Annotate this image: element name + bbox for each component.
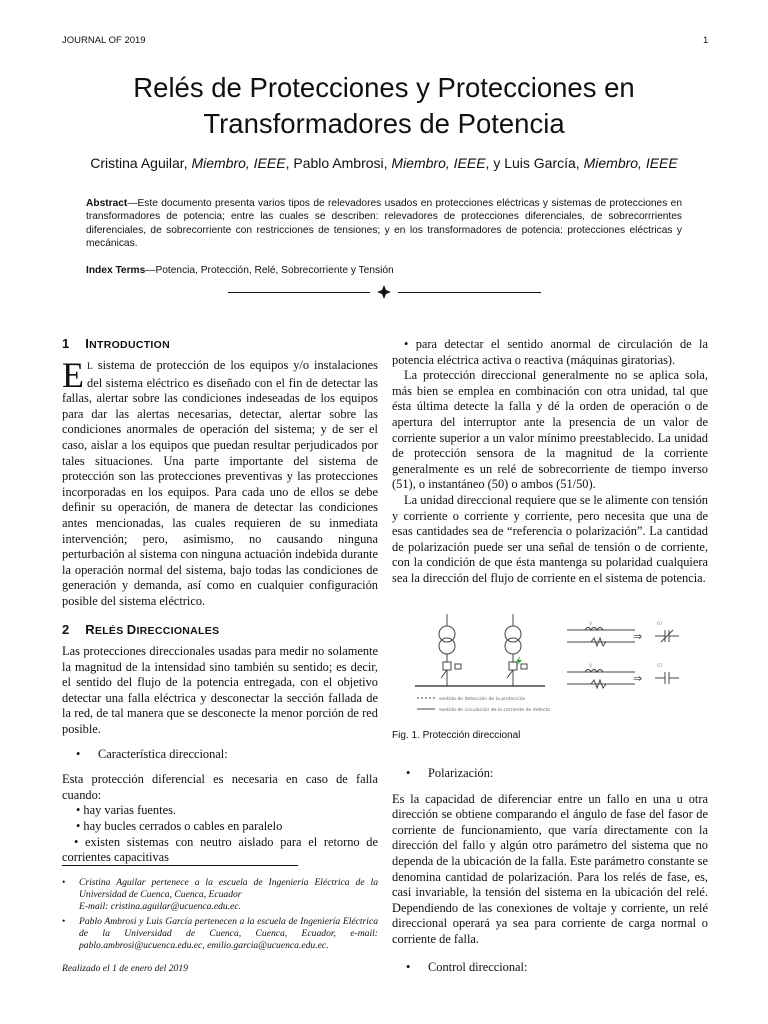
index-terms-text: —Potencia, Protección, Relé, Sobrecorriente y Tensión (145, 265, 394, 276)
svg-text:67: 67 (657, 622, 663, 627)
footnote-date: Realizado el 1 de enero del 2019 (62, 963, 188, 974)
bullet-control-direccional: • Control direccional: (392, 960, 708, 976)
right-paragraph-1: La protección direccional generalmente no se aplica sola, más bien se emplea en combinación con otra unidad, tal que ésta última detecte la falla y dé la orden de operación o de apertura del interruptor ante la presencia de un valor de corriente superior a un valor mínimo preestablecido. La unidad de protección sensora de la magnitud de la corriente generalmente es un relé de sobrecorriente de tiempo inverso (51), o instantáneo (50) o ambos (51/50). (392, 368, 708, 492)
section-2-t2-rest: IRECCIONALES (136, 625, 220, 637)
footnote-1-text: Cristina Aguilar pertenece a la escuela de Ingeniería Eléctrica de la Universidad de Cuenca, Cuenca, Ecuador (79, 877, 378, 900)
abstract (86, 197, 682, 250)
author-3: , y Luis García, (485, 155, 584, 171)
svg-text:V: V (589, 622, 593, 627)
bullet-sentido-anormal: • para detectar el sentido anormal de circulación de la potencia eléctrica activa o reactiva (máquinas giratorias). (392, 337, 708, 367)
section-2-t1-first: R (85, 622, 95, 637)
abstract-text: —Este documento presenta varios tipos de relevadores usados en protecciones eléctricas y sistemas de protecciones en transformadores de potencia; entre las cuales se describen: relevadores de protecciones diferenciales, de sobrecorrrientes diferenciales, de sobrecorriente con restricciones de tensiones; y en los transformadores de potencia: protecciones eléctricas y mecánicas. (86, 198, 682, 249)
title-line-1: Relés de Protecciones y Protecciones en (133, 72, 635, 103)
figure-caption: Fig. 1. Protección direccional (392, 730, 521, 741)
section-2-t1-rest: ELÉS (94, 625, 127, 637)
footnote-1 (62, 877, 378, 913)
right-column-text (392, 337, 708, 587)
title-line-2: Transformadores de Potencia (203, 108, 565, 139)
running-header: JOURNAL OF 2019 (62, 35, 146, 46)
author-2: , Pablo Ambrosi, (285, 155, 392, 171)
intro-lead: L (87, 362, 93, 372)
sub-bullet-2: • hay bucles cerrados o cables en paralelo (76, 818, 283, 833)
paper-title (40, 70, 728, 142)
footnote-1-email: E-mail: cristina.aguilar@ucuenca.edu.ec. (79, 901, 242, 912)
divider-right (398, 292, 541, 293)
bullet-caracteristica: • Característica direccional: (62, 747, 378, 763)
abstract-label: Abstract (86, 198, 128, 209)
drop-cap: E (62, 355, 84, 395)
intro-paragraph: sistema de protección de los equipos y/o instalaciones del sistema eléctrico es diseñado con el fin de detectar las fallas, alertar sobre las condiciones indeseadas de los equipos para dar las alertas necesarias, detectar, alertar sobre las condiciones anormales de operación del sistema; y de ser el caso, aislar a los equipos que puedan resultar perjudicados por tales situaciones. Una parte importante del sistema de protección son las protecciones preventivas y las protecciones incorporadas en los equipos. Para cada uno de ellos se debe definir su operación, de manera de detectar las condiciones antes mencionadas, las cuales requieren de su inmediata intervención; pero, asimismo, no causando ninguna perturbación al sistema con ninguna actuación indebida durante la operación normal del sistema, bajo todas las condiciones de generación y demanda, así como en cualquier configuración posible del sistema eléctrico. (62, 358, 378, 608)
index-terms-label: Index Terms (86, 265, 146, 276)
svg-text:⇒: ⇒ (633, 630, 643, 643)
divider-left (228, 292, 370, 293)
svg-text:67: 67 (657, 664, 663, 669)
figure-directional-protection (395, 608, 705, 720)
sub-bullet-3: • existen sistemas con neutro aislado para el retorno de corrientes capacitivas (62, 834, 378, 865)
author-list (40, 155, 728, 171)
section-1-heading (62, 336, 378, 351)
section-2-paragraph-1: Las protecciones direccionales usadas para medir no solamente la magnitud de la intensidad sino también su sentido; es decir, el sentido del flujo de la potencia entregada, con el objetivo detectar una falla eléctrica y desconectar la sección fallada de la red, de tal manera que se desconecte la menor porción de red posible. (62, 644, 378, 736)
section-1-number: 1 (62, 336, 70, 351)
section-1-body (62, 355, 378, 610)
section-2-body (62, 644, 378, 866)
section-2-paragraph-2: Esta protección diferencial es necesaria en caso de falla cuando: (62, 772, 378, 802)
footnote-rule (62, 865, 298, 866)
svg-text:V: V (589, 664, 593, 669)
section-1-title-rest: NTRODUCTION (89, 339, 170, 351)
right-paragraph-2: La unidad direccional requiere que se le alimente con tensión y corriente o corriente y corriente, pero necesita que una de esas cantidades sea de “referencia o polarización”. La cantidad de polarización puede ser una señal de tensión o de corriente, con la condición de que ésta mantenga su polaridad cualquiera sea la dirección del flujo de corriente en el sistema de potencia. (392, 492, 708, 585)
sub-bullet-1: • hay varias fuentes. (76, 803, 176, 818)
author-2-role: Miembro, IEEE (391, 155, 486, 171)
figure-legend-2: sentido de circulación de la corriente de defecto (439, 708, 551, 713)
section-1-title-first: I (85, 336, 90, 351)
bullet-polarizacion: • Polarización: (392, 766, 708, 782)
page-number: 1 (703, 35, 709, 46)
right-column-lower (392, 766, 708, 975)
section-2-number: 2 (62, 622, 70, 637)
figure-legend-1: sentido de detección de la protección (439, 697, 526, 702)
right-paragraph-3: Es la capacidad de diferenciar entre un fallo en una u otra dirección se obtiene comparando el ángulo de fase del fasor de corriente de funcionamiento, que varía directamente con la dirección del fallo y algún otro parámetro del sistema que no dependa de la ubicación de la falla. Este parámetro constante se denomina cantidad de polarización. Para los relés de fase, es, casi invariable, la tensión del sistema en la ubicación del relé. Dependiendo de las conexiones de voltaje y corriente, un relé direccional operará ya sea para corriente de carga normal o corriente de falla. (392, 791, 708, 946)
author-1: Cristina Aguilar, (90, 155, 192, 171)
section-2-heading (62, 622, 378, 637)
svg-text:⇒: ⇒ (633, 672, 643, 685)
footnote-2: • Pablo Ambrosi y Luis García pertenecen a la escuela de Ingeniería Eléctrica de la Universidad de Cuenca, Cuenca, Ecuador, e-mail: pablo.ambrosi@ucuenca.edu.ec, emilio.garcia@ucuenca.edu.ec. (62, 916, 378, 952)
author-3-role: Miembro, IEEE (583, 155, 678, 171)
author-1-role: Miembro, IEEE (191, 155, 286, 171)
section-2-t2-first: D (126, 622, 137, 637)
footnotes (62, 877, 378, 975)
index-terms (86, 264, 682, 277)
divider-diamond-icon (377, 285, 391, 299)
